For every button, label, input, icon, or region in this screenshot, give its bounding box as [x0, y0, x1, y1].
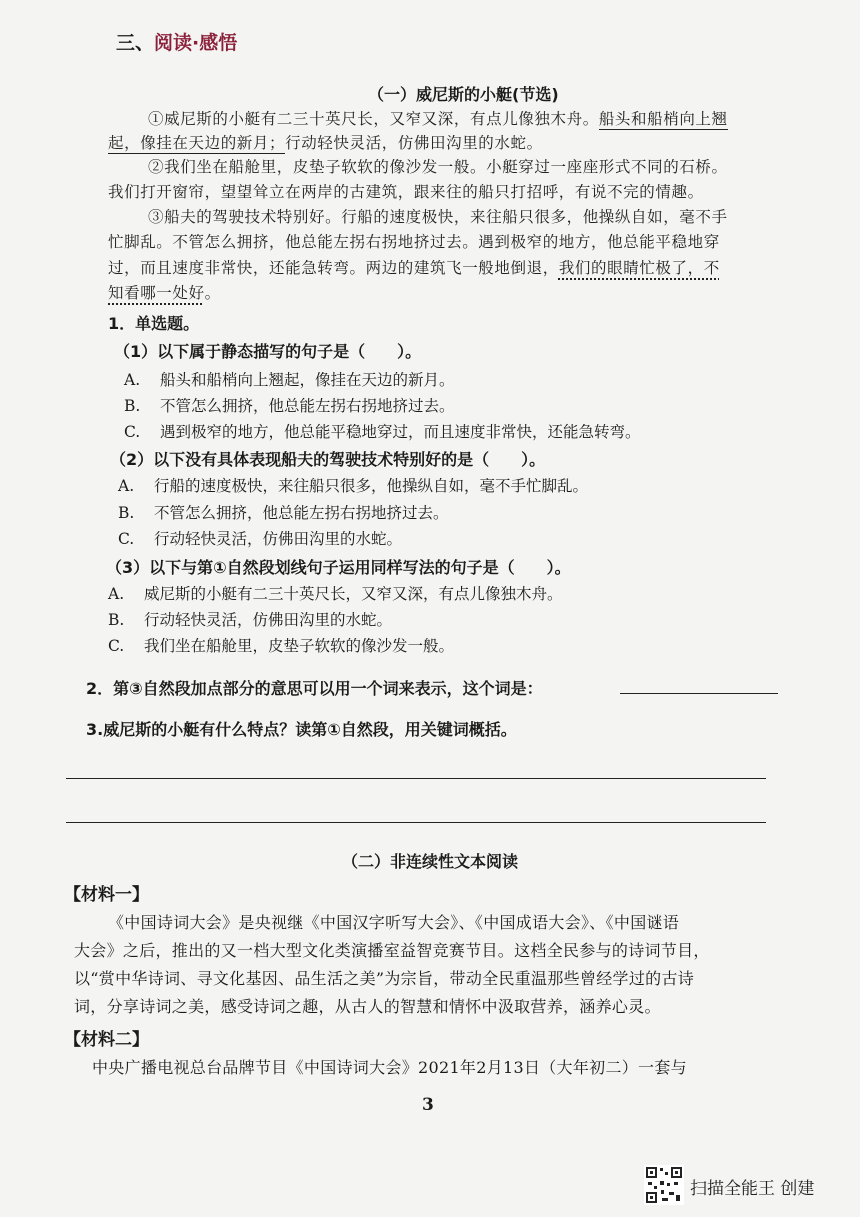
- option-text: 行动轻快灵活，仿佛田沟里的水蛇。: [154, 530, 403, 548]
- option-text: 船头和船梢向上翘起，像挂在天边的新月。: [160, 371, 455, 389]
- option-label: A.: [124, 371, 141, 389]
- passage1-p3-line3: [108, 256, 720, 278]
- material1-line3: 以“赏中华诗词、寻文化基因、品生活之美”为宗旨，带动全民重温那些曾经学过的古诗: [74, 969, 695, 988]
- q1-sub2-option-a: [118, 474, 588, 496]
- p3-line3-text: 过，而且速度非常快，还能急转弯。两边的建筑飞一般地倒退，: [108, 259, 559, 277]
- section-heading-text: 阅读·感悟: [154, 32, 238, 54]
- p3-dotted-start: 我们的眼睛忙极了，不: [558, 259, 720, 277]
- p1-line1-text: ①威尼斯的小艇有二三十英尺长，又窄又深，有点儿像独木舟。: [148, 110, 599, 128]
- option-label: B.: [108, 611, 125, 629]
- q1-sub1-option-c: [124, 420, 641, 442]
- option-label: C.: [108, 637, 125, 655]
- q1-sub2-option-b: [118, 501, 449, 523]
- q1-sub3-option-c: [108, 634, 454, 656]
- p3-line4-end: 。: [204, 284, 221, 302]
- option-text: 行船的速度极快，来往船只很多，他操纵自如，毫不手忙脚乱。: [154, 477, 589, 495]
- passage1-p3-line4: [108, 281, 221, 303]
- q1-sub3-stem: （3）以下与第①自然段划线句子运用同样写法的句子是（ ）。: [106, 558, 571, 577]
- scanner-watermark-text: 扫描全能王 创建: [690, 1179, 815, 1199]
- page-number: 3: [422, 1095, 434, 1115]
- material2-line1: 中央广播电视总台品牌节目《中国诗词大会》2021年2月13日（大年初二）一套与: [92, 1058, 687, 1077]
- q3-answer-line-1[interactable]: [66, 778, 766, 779]
- section-heading: [116, 28, 237, 55]
- passage1-p1-line1: [148, 107, 728, 129]
- material1-label: 【材料一】: [64, 885, 149, 905]
- p1-underlined-start: 船头和船梢向上翘: [598, 110, 728, 128]
- passage1-p2-line1: ②我们坐在船舱里，皮垫子软软的像沙发一般。小艇穿过一座座形式不同的石桥。: [148, 158, 728, 176]
- q1-sub1-option-a: [124, 368, 455, 390]
- q3-answer-line-2[interactable]: [66, 822, 766, 823]
- option-text: 遇到极窄的地方，他总能平稳地穿过，而且速度非常快，还能急转弯。: [160, 423, 641, 441]
- option-text: 威尼斯的小艇有二三十英尺长，又窄又深，有点儿像独木舟。: [144, 585, 563, 603]
- p1-underlined-end: 起，像挂在天边的新月；: [108, 134, 286, 152]
- option-text: 行动轻快灵活，仿佛田沟里的水蛇。: [144, 611, 393, 629]
- passage1-p3-line2: 忙脚乱。不管怎么拥挤，他总能左拐右拐地挤过去。遇到极窄的地方，他总能平稳地穿: [108, 233, 720, 251]
- q1-sub3-option-a: [108, 582, 563, 604]
- material1-line4: 词，分享诗词之美，感受诗词之趣，从古人的智慧和情怀中汲取营养，涵养心灵。: [74, 997, 661, 1016]
- option-label: A.: [108, 585, 125, 603]
- q1-sub1-stem: （1）以下属于静态描写的句子是（ ）。: [114, 342, 422, 361]
- section-prefix: 三、: [116, 32, 155, 54]
- material1-line2: 大会》之后，推出的又一档大型文化类演播室益智竞赛节目。这档全民参与的诗词节目，: [74, 941, 710, 960]
- q1-sub3-option-b: [108, 608, 392, 630]
- q3-text: 3.威尼斯的小艇有什么特点？读第①自然段，用关键词概括。: [86, 720, 517, 739]
- passage1-p3-line1: ③船夫的驾驶技术特别好。行船的速度极快，来往船只很多，他操纵自如，毫不手: [148, 208, 728, 226]
- option-text: 我们坐在船舱里，皮垫子软软的像沙发一般。: [144, 637, 455, 655]
- option-label: C.: [124, 423, 141, 441]
- passage1-p2-line2: 我们打开窗帘，望望耸立在两岸的古建筑，跟来往的船只打招呼，有说不完的情趣。: [108, 183, 704, 201]
- option-label: A.: [118, 477, 135, 495]
- option-text: 不管怎么拥挤，他总能左拐右拐地挤过去。: [160, 397, 455, 415]
- passage1-title: （一）威尼斯的小艇(节选): [368, 85, 559, 104]
- option-label: B.: [118, 504, 135, 522]
- q1-sub1-option-b: [124, 394, 455, 416]
- p1-line2-text: 行动轻快灵活，仿佛田沟里的水蛇。: [285, 134, 543, 152]
- passage2-title: （二）非连续性文本阅读: [342, 852, 519, 871]
- q1-heading: 1．单选题。: [108, 314, 200, 333]
- qr-code-icon: [644, 1165, 684, 1205]
- q1-sub2-option-c: [118, 527, 402, 549]
- q1-sub2-stem: （2）以下没有具体表现船夫的驾驶技术特别好的是（ ）。: [110, 450, 546, 469]
- material1-line1: 《中国诗词大会》是央视继《中国汉字听写大会》、《中国成语大会》、《中国谜语: [108, 913, 680, 932]
- option-label: B.: [124, 397, 141, 415]
- q2-text: 2．第③自然段加点部分的意思可以用一个词来表示，这个词是：: [86, 679, 543, 698]
- p3-dotted-end: 知看哪一处好: [108, 284, 205, 302]
- q2-answer-line[interactable]: [620, 693, 778, 694]
- option-text: 不管怎么拥挤，他总能左拐右拐地挤过去。: [154, 504, 449, 522]
- option-label: C.: [118, 530, 135, 548]
- passage1-p1-line2: [108, 131, 543, 153]
- material2-label: 【材料二】: [64, 1030, 149, 1050]
